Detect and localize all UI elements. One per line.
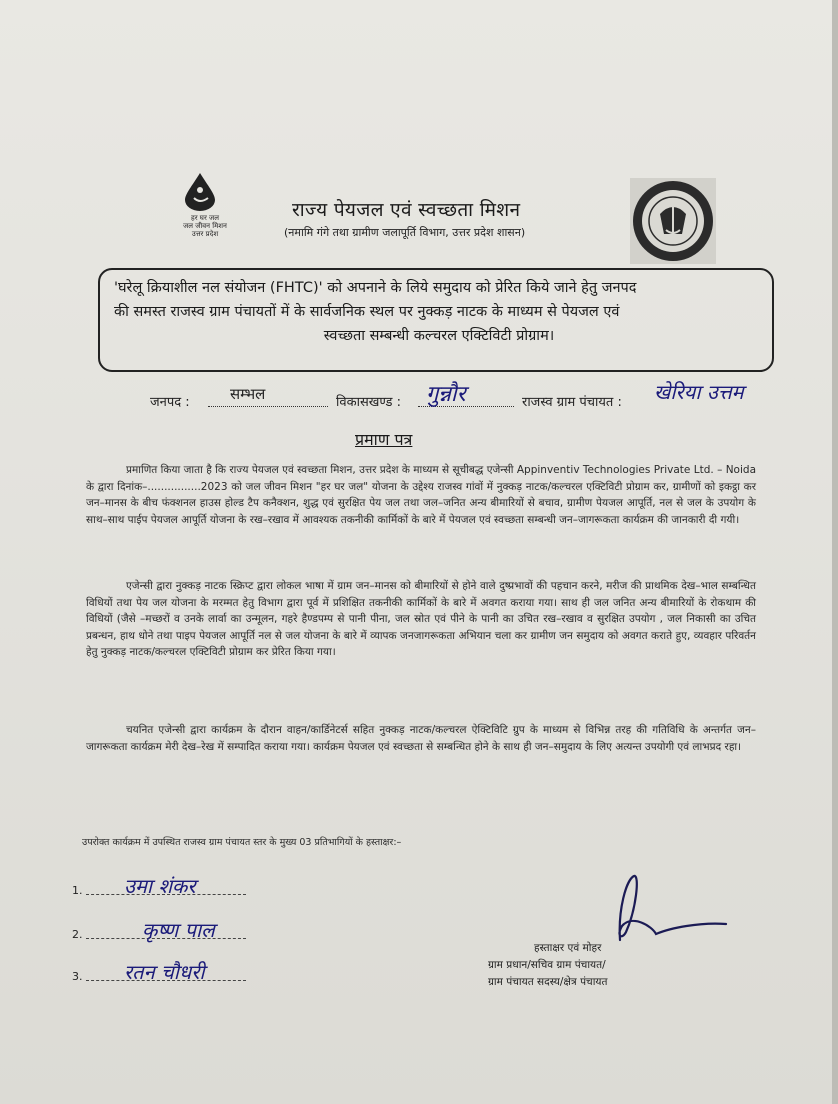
panchayat-value: खेरिया उत्तम: [654, 380, 744, 404]
certificate-title: प्रमाण पत्र: [355, 430, 413, 449]
signatory-name: रतन चौधरी: [124, 960, 205, 984]
location-fields: [150, 380, 830, 424]
paragraph-1: [86, 462, 756, 528]
signatory-number: 1.: [72, 884, 83, 897]
signatory-row-2: [72, 918, 215, 942]
mission-subtitle: (नमामि गंगे तथा ग्रामीण जलापूर्ति विभाग, उत्तर प्रदेश शासन): [284, 226, 526, 239]
official-designation: [488, 940, 688, 991]
official-line: ग्राम पंचायत सदस्य/क्षेत्र पंचायत: [488, 976, 608, 988]
banner-line-1: 'घरेलू क्रियाशील नल संयोजन (FHTC)' को अपनाने के लिये समुदाय को प्रेरित किये जाने हेतु जनपद: [114, 280, 637, 296]
up-government-seal: [630, 178, 716, 264]
district-label: जनपद :: [150, 395, 190, 410]
panchayat-label: राजस्व ग्राम पंचायत :: [522, 395, 622, 410]
signatory-name: कृष्ण पाल: [142, 918, 215, 942]
logo-text-line: हर घर जल: [191, 214, 219, 222]
paragraph-1-text: प्रमाणित किया जाता है कि राज्य पेयजल एवं स्वच्छता मिशन, उत्तर प्रदेश के माध्यम से सूचीबद्ध एजेन्सी Appinventiv Technologies Private Ltd. – Noida के द्वारा दिनांक–................2023 को जल जीवन मिशन "हर घर जल" योजना के उद्देश्य राजस्व गांवों में नुक्कड़ नाटक/कल्चरल एक्टिविटी प्रोग्राम कर, ग्रामीणों को इकट्ठा कर जन–मानस के बीच फंक्शनल हाउस होल्ड टैप कनैक्शन, शुद्ध एवं सुरक्षित पेय जल तथा जल–जनित अन्य बीमारियों से बचाव, ग्रामीण पेयजल आपूर्ति, नल से जल के उपयोग के साथ–साथ पाईप पेयजल आपूर्ति योजना के रख–रखाव में आवश्यक तकनीकी कार्मिकों के बारे में पेयजल एवं स्वच्छता सम्बन्धी जन–जागरूकता कार्यक्रम की जानकारी दी गयी।: [86, 464, 756, 526]
block-label: विकासखण्ड :: [336, 395, 402, 410]
official-signature: [560, 870, 730, 950]
logo-text-line: जल जीवन मिशन: [183, 222, 227, 230]
paragraph-2: [86, 578, 756, 661]
signatory-row-3: [72, 960, 205, 984]
district-value: सम्भल: [230, 385, 266, 403]
banner-line-2: की समस्त राजस्व ग्राम पंचायतों में के सार्वजनिक स्थल पर नुक्कड़ नाटक के माध्यम से पेयजल एवं: [114, 304, 620, 320]
signatory-row-1: [72, 874, 196, 898]
official-line: हस्ताक्षर एवं मोहर: [534, 942, 602, 954]
mission-title: राज्य पेयजल एवं स्वच्छता मिशन: [292, 199, 521, 221]
har-ghar-jal-logo: [170, 172, 240, 244]
participants-label: उपरोक्त कार्यक्रम में उपस्थित राजस्व ग्राम पंचायत स्तर के मुख्य 03 प्रतिभागियों के हस्ताक्षर:–: [82, 837, 402, 848]
logo-text-line: उत्तर प्रदेश: [191, 230, 219, 238]
block-value: गुन्नौर: [426, 382, 466, 407]
signatory-number: 3.: [72, 970, 83, 983]
paragraph-3: [86, 722, 756, 755]
signatory-number: 2.: [72, 928, 83, 941]
program-banner: [98, 268, 774, 372]
district-dotted-line: [208, 394, 328, 407]
paragraph-2-text: एजेन्सी द्वारा नुक्कड़ नाटक स्क्रिप्ट द्वारा लोकल भाषा में ग्राम जन–मानस को बीमारियों से होने वाले दुष्प्रभावों की पहचान करने, मरीज की प्राथमिक देख–भाल सम्बन्धित विधियों तथा पेय जल योजना के मरम्मत हेतु विभाग द्वारा पूर्व में प्रशिक्षित तकनीकी कार्मिकों के बारे में अवगत कराया गया। साथ ही जल जनित अन्य बीमारियों के रोकथाम की विधियों (जैसे –मच्छरों व उनके लार्वा का उन्मूलन, गहरे हैण्डपम्प से पानी पीना, जल स्रोत एवं पीने के पानी का उचित रख–रखाव व सुरक्षित उपयोग , जल निकासी का उचित प्रबन्धन, हाथ धोने तथा पाइप पेयजल आपूर्ति नल से जल योजना के बारे में व्यापक जनजागरूकता अभियान चला कर ग्रामीण जन समुदाय को अवगत कराते हुए, व्यवहार परिवर्तन हेतु नुक्कड़ नाटक/कल्चरल एक्टिविटी प्रोग्राम कर प्रेरित किया गया।: [86, 580, 756, 659]
banner-line-3: स्वच्छता सम्बन्धी कल्चरल एक्टिविटी प्रोग्राम।: [323, 328, 555, 344]
paragraph-3-text: चयनित एजेन्सी द्वारा कार्यक्रम के दौरान वाहन/कार्डिनेटर्स सहित नुक्कड़ नाटक/कल्चरल ऐक्टिविटि ग्रुप के माध्यम से विभिन्न तरह की गतिविधि के अन्तर्गत जन–जागरूकता कार्यक्रम मेरी देख–रेख में सम्पादित कराया गया। कार्यक्रम पेयजल एवं स्वच्छता से सम्बन्धित होने के साथ ही जन–समुदाय के लिए अत्यन्त उपयोगी एवं लाभप्रद रहा।: [86, 724, 756, 753]
water-drop-icon: [182, 172, 218, 212]
signatory-name: उमा शंकर: [124, 874, 196, 898]
official-line: ग्राम प्रधान/सचिव ग्राम पंचायत/: [488, 959, 606, 971]
